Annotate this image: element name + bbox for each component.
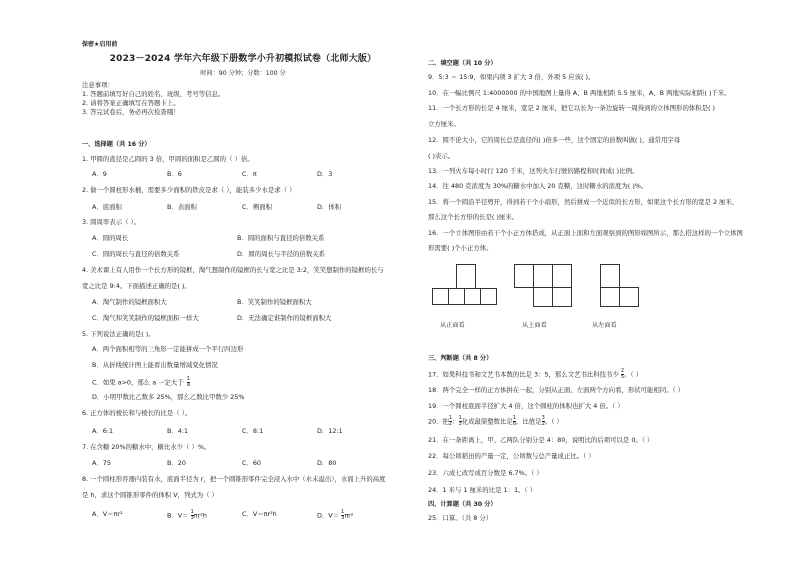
question-3: 3. 圆周率表示（ ）。: [82, 218, 141, 226]
question-23: 23．六成七改写成百分数是 6.7%。（ ）: [428, 469, 543, 477]
option: A．9: [92, 170, 107, 178]
question-8-line1: 8. 一个圆柱形容器内装有水，底面半径为 r，把一个圆锥形零件完全浸入水中（水未溢出），水面上升的高度: [82, 475, 386, 483]
cube-square: [464, 288, 481, 305]
cube-square: [514, 264, 534, 288]
option: B．圆的面积与直径的倍数关系: [237, 234, 325, 242]
question-18: 18．两个完全一样的正方体拼在一起，分别从正面、左面两个方向看，形状可能相同。（ ）: [428, 386, 685, 394]
option: B．笑笑制作的镜框面积大: [237, 298, 312, 306]
option-with-fraction: B．V＝ $\frac{1}{3}$ πr²h: [167, 509, 207, 521]
note-item: 2. 请将答案正确填写在答题卡上。: [82, 99, 180, 107]
question-22: 22．每公顷稻田的产量一定，公顷数与总产量成正比。（ ）: [428, 452, 595, 460]
question-4-line1: 4. 美术课上有人用作一个长方形的镜框，淘气想制作的镜框的长与宽之比是 3:2，笑笑想制作的镜框的长与: [82, 266, 384, 274]
option: A．淘气制作的镜框面积大: [92, 298, 167, 306]
view-label-left: 从左面看: [592, 322, 617, 329]
exam-title: 2023－2024 学年六年级下册数学小升初模拟试卷（北师大版）: [109, 54, 377, 64]
note-item: 1. 答题前填写好自己的姓名、班级、考号等信息。: [82, 90, 225, 98]
option: A．V＝πr²: [92, 510, 123, 518]
fraction: $\frac{3}{2}$: [541, 415, 545, 427]
option: D．体积: [317, 203, 342, 211]
fraction: $\frac{1}{2}$: [448, 415, 453, 427]
question-7: 7. 在含糖 20%的糖水中，糖比水少（ ）%。: [82, 443, 211, 451]
option: C．侧面积: [242, 203, 273, 211]
question-2: 2. 做一个圆柱形水桶，需要多少面积的铁皮是求（ ），能装多少水是求（ ）: [82, 186, 296, 194]
question-5: 5. 下列说法正确的是( )。: [82, 330, 155, 338]
cube-square: [480, 288, 497, 305]
question-9: 9．5:3 ＝ 15:9，如果内项 3 扩大 3 倍，外项 5 应该( )。: [428, 73, 595, 81]
section-2-heading: 二、填空题（共 10 分）: [428, 60, 497, 67]
cube-square: [456, 264, 476, 289]
question-11-line2: 立方厘米。: [428, 120, 460, 128]
fraction: $\frac{2}{5}$: [620, 368, 625, 380]
question-17: 17．如果科技书和文艺书本数的比是 3：5，那么文艺书比科技书少 $\frac{2}{5}$ 。（ ）: [428, 368, 643, 380]
option: A．两个面积相等的三角形一定能拼成一个平行四边形: [92, 345, 244, 353]
option: C．V＝πr²h: [242, 510, 277, 518]
notes-heading: 注意事项：: [82, 81, 114, 89]
fraction: $\frac{1}{a}$: [186, 376, 190, 388]
question-12-line1: 12．圆不论大小，它的周长总是直径的( )倍多一些，这个固定的倍数叫做( )，通常用字母: [428, 136, 681, 144]
option-text: C．如果 a>0，那么 a 一定大于: [92, 378, 184, 387]
option: B．从折线统计图上能看出数量增减变化情况: [92, 361, 218, 369]
option-with-fraction: D．V＝ $\frac{1}{3}$ πr²: [317, 509, 354, 521]
cube-square: [600, 287, 620, 307]
question-8-line2: 是 h，求这个圆锥形零件的体积 V，列式为（ ）: [82, 491, 218, 499]
question-12-line2: ( )表示。: [428, 152, 455, 160]
option: A．6:1: [92, 427, 114, 435]
secret-label: 保密★启用前: [82, 41, 118, 48]
question-11-line1: 11．一个长方形的长是 4 厘米，宽是 2 厘米，把它以长为一条边旋转一周得到的立体图形的体积是( ): [428, 104, 716, 112]
option: C．圆的周长与直径的倍数关系: [92, 250, 180, 258]
cube-square: [448, 288, 465, 305]
question-13: 13．一列火车每小时行 120 千米，这列火车行驶的路程和时间成( )比例。: [428, 167, 639, 175]
option: C．淘气和笑笑制作的镜框面积一样大: [92, 314, 199, 322]
cube-square: [432, 288, 449, 305]
option: A．75: [92, 459, 111, 467]
question-16-line2: 形需要( )个小正方体。: [428, 244, 493, 252]
cube-square: [533, 287, 553, 307]
question-16-line1: 16．一个立体图形由若干个小正方体搭成，从正面上面和左面观察到的图形如图所示，那么搭这样的一个立体图: [428, 229, 743, 237]
view-label-top: 从上面看: [522, 322, 547, 329]
cube-square: [619, 287, 639, 307]
exam-meta: 时间：90 分钟；分数：100 分: [200, 70, 286, 77]
question-24: 24．1 米与 1 厘米的比是 1：1。（ ）: [428, 486, 537, 494]
option: B．20: [167, 459, 186, 467]
option: D．小明甲数比乙数多 25%，那么乙数比甲数少 25%: [92, 393, 245, 401]
fraction: $\frac{1}{3}$: [458, 415, 462, 427]
question-15-line1: 15．将一个圆沿半径剪开，得到若干个小扇形，然后拼成一个近似的长方形，如果这个长方形的宽是 2 厘米，: [428, 198, 739, 206]
option: A．圆的周长: [92, 234, 129, 242]
fraction: $\frac{1}{3}$: [341, 509, 345, 521]
view-label-front: 从正面看: [440, 322, 465, 329]
question-14: 14．往 480 克浓度为 30%的糖水中加入 20 克糖，这时糖水的浓度为( )%。: [428, 182, 648, 190]
option: D．无法确定谁制作的镜框面积大: [237, 314, 332, 322]
option-with-fraction: [92, 377, 190, 388]
note-item: 3. 答完试卷后，务必再次检查哦！: [82, 108, 180, 116]
question-21: 21．在一条距离上，甲、乙两队分别分是 4：80，说明比的后项可以是 0。（ ）: [428, 436, 654, 444]
option: D．3: [317, 170, 333, 178]
question-6: 6. 正方体的棱长和与棱长的比是（ ）。: [82, 409, 192, 417]
option: A．底面积: [92, 203, 122, 211]
fraction: $\frac{1}{3}$: [190, 509, 194, 521]
question-20: 20．把 $\frac{1}{2}$ ： $\frac{1}{3}$ 化成最简整数比是 $\frac{1}{6}$ ，比值是 $\frac{3}{2}$ 。（ ）: [428, 415, 563, 427]
option: B．表面积: [167, 203, 197, 211]
question-1: 1. 甲圆的直径是乙圆的 3 倍，甲圆的面积是乙圆的（ ）倍。: [82, 155, 254, 163]
cube-square: [552, 287, 572, 307]
question-4-line2: 宽之比是 9:4。下面描述正确的是( )。: [82, 282, 191, 290]
section-1-heading: 一、选择题（共 16 分）: [82, 141, 151, 148]
question-15-line2: 那么这个长方形的长是( )厘米。: [428, 213, 519, 221]
cube-square: [600, 264, 620, 288]
fraction: $\frac{1}{6}$: [512, 415, 516, 427]
option: D．圆的周长与半径的倍数关系: [237, 250, 325, 258]
option: C．8:1: [242, 427, 264, 435]
option: C．π: [242, 170, 257, 178]
option: B．6: [167, 170, 182, 178]
section-3-heading: 三、判断题（共 8 分）: [428, 355, 493, 362]
option: D．12:1: [317, 427, 343, 435]
option: B．4:1: [167, 427, 189, 435]
option: D．80: [317, 459, 337, 467]
option: C．60: [242, 459, 261, 467]
question-10: 10．在一幅比例尺 1:4000000 的中国地图上量得 A、B 两地相距 5.5 厘米，A、B 两地实际相距( )千米。: [428, 89, 731, 97]
cube-square: [552, 264, 572, 288]
question-19: 19．一个圆柱底面半径扩大 4 倍，这个圆柱的体积也扩大 4 倍。（ ）: [428, 402, 624, 410]
cube-square: [533, 264, 553, 288]
section-4-heading: 四、计算题（共 30 分）: [428, 501, 497, 508]
question-25: 25．口算。（共 8 分）: [428, 514, 493, 522]
views-figure: [432, 262, 768, 334]
